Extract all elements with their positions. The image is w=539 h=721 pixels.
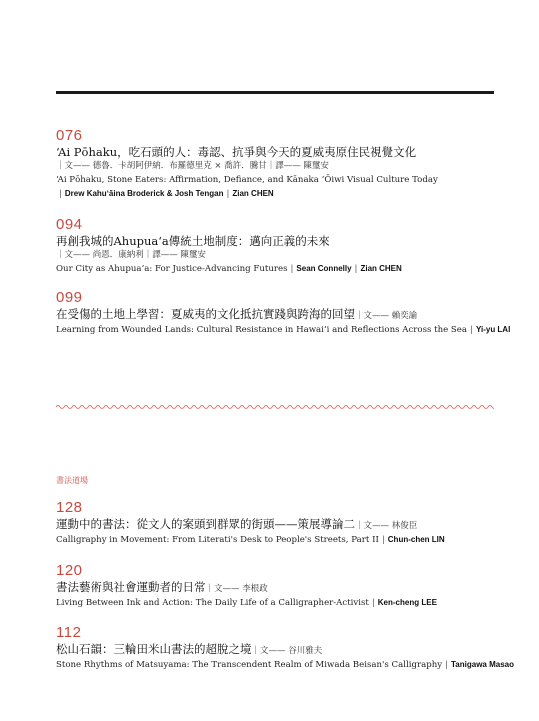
title-en-line [56, 658, 514, 672]
separator: | [371, 598, 375, 608]
title-en: ʻAi Pōhaku, Stone Eaters: Affirmation, Defiance, and Kānaka ʻŌiwi Visual Culture Today [56, 175, 438, 185]
page-number: 128 [56, 499, 83, 516]
title-en: Our City as Ahupuaʻa: For Justice-Advancing Futures [56, 264, 288, 274]
translator-en: Zian CHEN [232, 189, 274, 198]
page-number: 076 [56, 127, 83, 144]
title-en-line [56, 533, 496, 547]
toc-entry-128[interactable] [56, 500, 496, 547]
author-en: Drew Kahuʻāina Broderick & Josh Tengan [64, 189, 224, 198]
page-number: 120 [56, 562, 83, 579]
title-zh: 運動中的書法：從文人的案頭到群眾的街頭——策展導論二 [56, 517, 355, 531]
section-label: 書法道場 [56, 476, 88, 485]
toc-entry-099[interactable] [56, 289, 511, 337]
title-en: Living Between Ink and Action: The Daily Life of a Calligrapher-Activist [56, 598, 369, 608]
wavy-divider [56, 403, 494, 411]
author-en: Yi-yu LAI [475, 325, 511, 334]
title-zh-line [56, 306, 496, 323]
credit-en [56, 187, 496, 201]
translator-en: Zian CHEN [360, 264, 402, 273]
page-number: 099 [56, 289, 83, 306]
title-en: Stone Rhythms of Matsuyama: The Transcendent Realm of Miwada Beisan's Calligraphy [56, 660, 443, 670]
toc-entry-112[interactable] [56, 624, 514, 672]
toc-entry-076[interactable] [56, 128, 496, 201]
title-en: Learning from Wounded Lands: Cultural Resistance in Hawaiʻi and Reflections Across the Sea [56, 325, 468, 335]
separator: | [470, 325, 473, 335]
title-zh: 再創我城的Ahupuaʻa傳統土地制度：邁向正義的未來 [56, 234, 330, 248]
author-en: Ken-cheng LEE [377, 598, 437, 607]
page-number: 112 [56, 624, 82, 641]
title-zh-line [56, 641, 496, 658]
title-en: Calligraphy in Movement: From Literati's Desk to People's Streets, Part II [56, 535, 379, 545]
title-zh: 松山石韻：三輪田米山書法的超脫之境 [56, 642, 252, 656]
credit-zh: ｜文—— 林俊臣 [355, 521, 418, 531]
title-zh: 書法藝術與社會運動者的日常 [56, 580, 206, 594]
title-zh-line [56, 579, 496, 596]
separator: | [290, 264, 294, 274]
title-zh-line [56, 516, 496, 533]
separator: | [59, 189, 62, 199]
toc-entry-120[interactable] [56, 563, 496, 610]
toc-entry-094[interactable] [56, 217, 496, 276]
separator: | [381, 535, 385, 545]
credit-zh: ｜文—— 德魯．卡胡阿伊納．布羅德里克 × 喬許．騰甘｜譯—— 陳璽安 [56, 161, 329, 171]
credit-zh: ｜文—— 李根政 [205, 584, 268, 594]
separator: | [354, 264, 358, 274]
separator: | [226, 189, 230, 199]
title-zh: 在受傷的土地上學習：夏威夷的文化抵抗實踐與跨海的回望 [56, 307, 355, 321]
author-en: Sean Connelly [296, 264, 352, 273]
title-zh: ʻAi Pōhaku，吃石頭的人：毒認、抗爭與今天的夏威夷原住民視覺文化 [56, 145, 417, 159]
credit-zh: ｜文—— 谷川雅夫 [251, 646, 323, 656]
separator: | [445, 660, 448, 670]
credit-zh: ｜文—— 尚恩．康納利｜譯—— 陳璽安 [56, 250, 206, 260]
author-en: Chun-chen LIN [387, 535, 445, 544]
title-en-line [56, 262, 496, 276]
top-rule [56, 91, 494, 94]
title-en-line [56, 323, 511, 337]
credit-zh: ｜文—— 賴奕諭 [355, 311, 418, 321]
title-en-line [56, 596, 496, 610]
page-number: 094 [56, 216, 83, 233]
author-en: Tanigawa Masao [451, 660, 514, 669]
